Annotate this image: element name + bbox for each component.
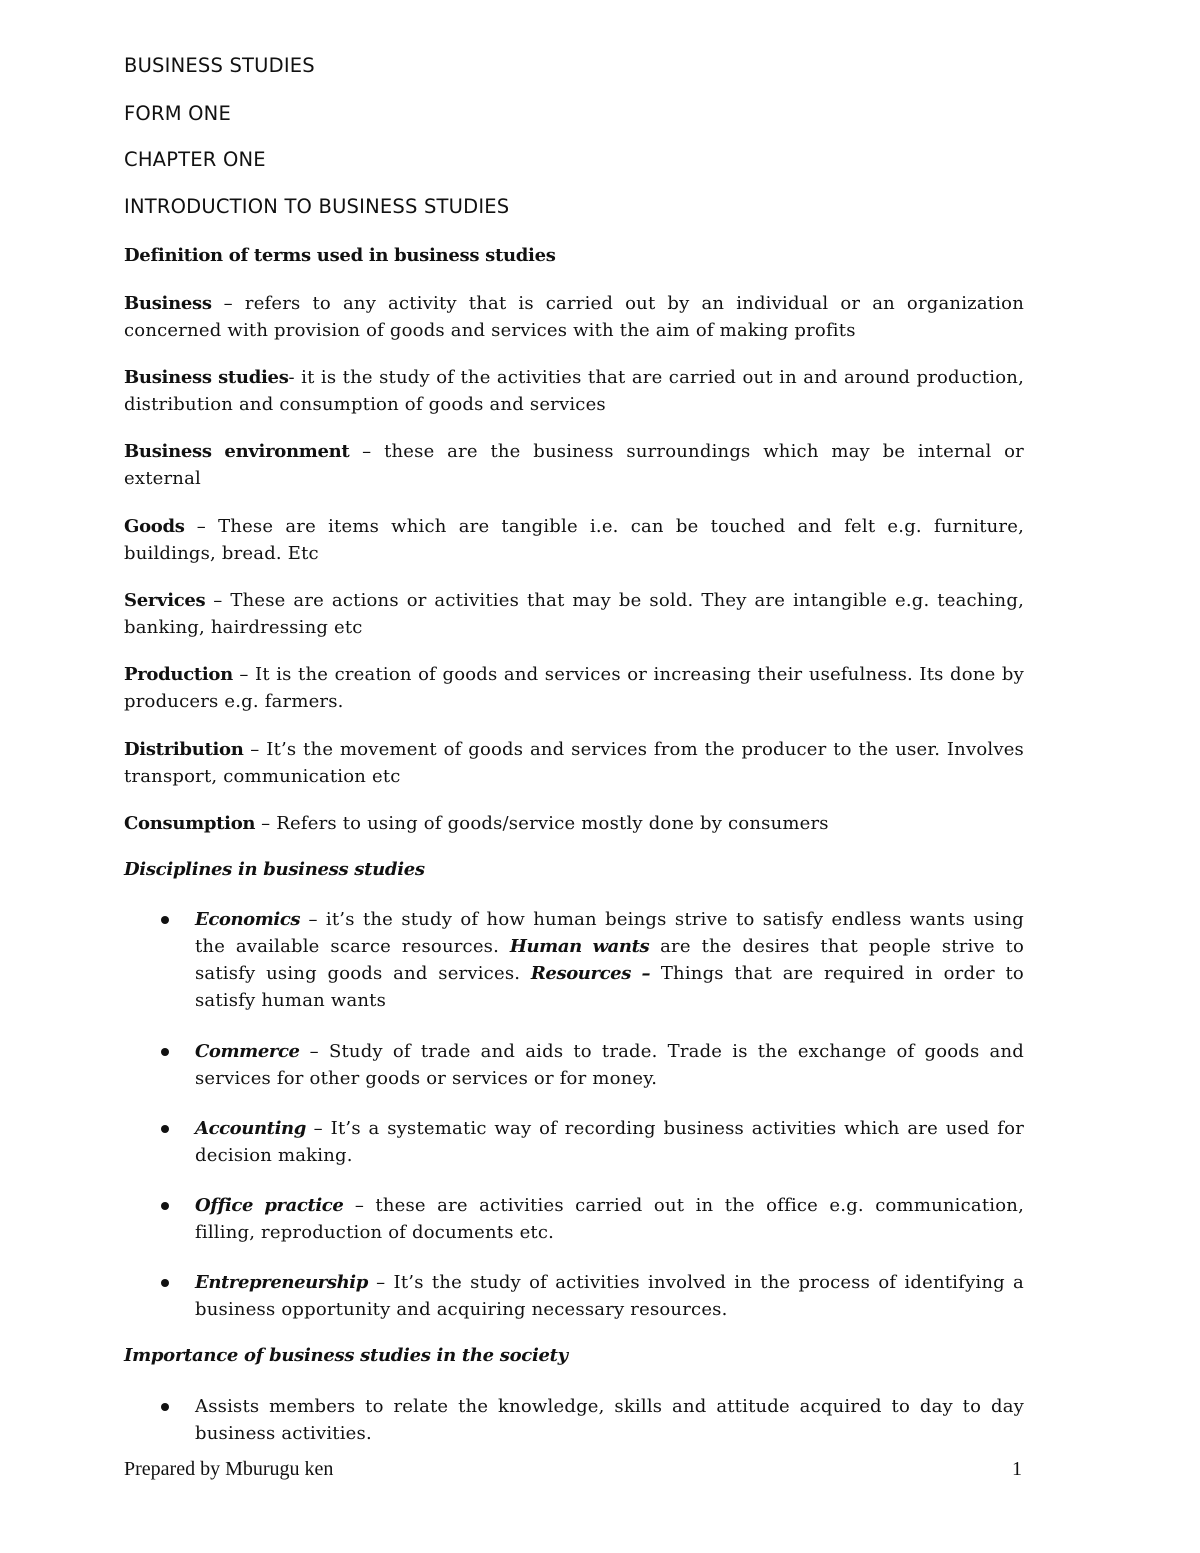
discipline-term: Commerce: [195, 1041, 300, 1062]
definition-business-environment: [124, 438, 1024, 492]
bullet-icon: [161, 1202, 169, 1210]
footer-author: Prepared by Mburugu ken: [124, 1458, 334, 1480]
discipline-text: – It’s the study of activities involved in the process of identifying a business opportunity and acquiring necessary resources.: [195, 1272, 1024, 1320]
definition-business-studies: [124, 364, 1024, 418]
definition-goods: [124, 513, 1024, 567]
discipline-text: – Study of trade and aids to trade. Trade is the exchange of goods and services for other goods or services or for money.: [195, 1041, 1024, 1089]
discipline-economics: [195, 906, 1024, 1014]
definition-services: [124, 587, 1024, 641]
definition-text: - it is the study of the activities that are carried out in and around production, distribution and consumption of goods and services: [124, 367, 1024, 415]
bullet-icon: [161, 1403, 169, 1411]
definition-text: – These are items which are tangible i.e. can be touched and felt e.g. furniture, buildings, bread. Etc: [124, 516, 1024, 564]
bullet-icon: [161, 1125, 169, 1133]
definition-term: Consumption: [124, 813, 256, 834]
definition-term: Business studies: [124, 367, 289, 388]
definition-distribution: [124, 736, 1024, 790]
discipline-entrepreneurship: [195, 1269, 1024, 1323]
discipline-term: Accounting: [195, 1118, 306, 1139]
definition-production: [124, 661, 1024, 715]
discipline-office-practice: [195, 1192, 1024, 1246]
bullet-icon: [161, 1048, 169, 1056]
definition-term: Production: [124, 664, 233, 685]
definitions-title: Definition of terms used in business studies: [124, 245, 556, 266]
definition-text: – It is the creation of goods and services or increasing their usefulness. Its done by producers e.g. farmers.: [124, 664, 1024, 712]
definition-business: [124, 290, 1024, 344]
importance-text: Assists members to relate the knowledge, skills and attitude acquired to day to day business activities.: [195, 1396, 1024, 1444]
definition-text: – these are the business surroundings which may be internal or external: [124, 441, 1024, 489]
resources-term: Resources –: [530, 963, 651, 984]
definition-term: Goods: [124, 516, 185, 537]
subject-heading: BUSINESS STUDIES: [124, 54, 315, 77]
discipline-term: Economics: [195, 909, 301, 930]
topic-heading: INTRODUCTION TO BUSINESS STUDIES: [124, 195, 510, 218]
resources-text: Things that are required in order to satisfy human wants: [195, 963, 1024, 1011]
bullet-icon: [161, 916, 169, 924]
human-wants-text: are the desires that people strive to satisfy using goods and services.: [195, 936, 1025, 984]
page-number: 1: [1012, 1458, 1022, 1480]
definition-text: – refers to any activity that is carried out by an individual or an organization concerned with provision of goods and services with the aim of making profits: [124, 293, 1024, 341]
definition-term: Business: [124, 293, 212, 314]
definition-consumption: [124, 810, 1024, 837]
disciplines-title: Disciplines in business studies: [124, 859, 425, 880]
definition-term: Distribution: [124, 739, 244, 760]
importance-title: Importance of business studies in the society: [124, 1345, 568, 1366]
discipline-commerce: [195, 1038, 1024, 1092]
definition-text: – These are actions or activities that may be sold. They are intangible e.g. teaching, banking, hairdressing etc: [124, 590, 1024, 638]
discipline-accounting: [195, 1115, 1024, 1169]
human-wants-term: Human wants: [509, 936, 650, 957]
importance-item: [195, 1393, 1024, 1447]
definition-term: Services: [124, 590, 206, 611]
chapter-heading: CHAPTER ONE: [124, 148, 266, 171]
form-heading: FORM ONE: [124, 102, 231, 125]
discipline-text: – It’s a systematic way of recording business activities which are used for decision making.: [195, 1118, 1024, 1166]
discipline-term: Office practice: [195, 1195, 344, 1216]
bullet-icon: [161, 1279, 169, 1287]
definition-text: – Refers to using of goods/service mostly done by consumers: [255, 813, 829, 834]
discipline-term: Entrepreneurship: [195, 1272, 368, 1293]
definition-text: – It’s the movement of goods and services from the producer to the user. Involves transport, communication etc: [124, 739, 1024, 787]
discipline-text: – it’s the study of how human beings strive to satisfy endless wants using the available scarce resources.: [195, 909, 1024, 957]
definition-term: Business environment: [124, 441, 350, 462]
page-footer: [124, 1458, 1024, 1486]
discipline-text: – these are activities carried out in the office e.g. communication, filling, reproduction of documents etc.: [195, 1195, 1024, 1243]
